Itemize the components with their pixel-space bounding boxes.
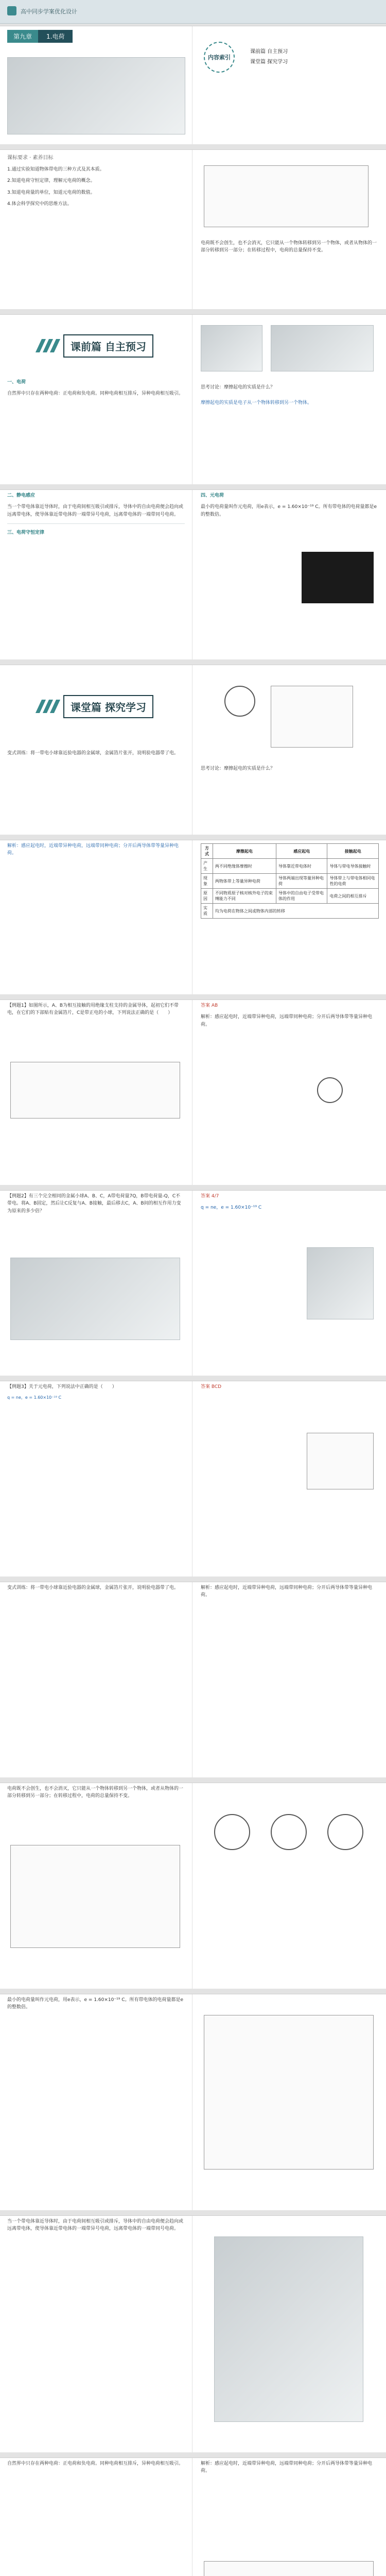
goal-2: 2.知道电荷守恒定律，理解元电荷的概念。 xyxy=(7,178,95,184)
th-contact: 接触起电 xyxy=(327,844,379,859)
sphere-figure xyxy=(224,686,255,717)
ex3-answer: 答案 BCD xyxy=(201,1384,222,1389)
top-bar xyxy=(0,0,386,24)
goal-4: 4.体会科学探究中的思维方法。 xyxy=(7,201,72,207)
explore-q: 思考讨论：摩擦起电的实质是什么？ xyxy=(201,766,275,771)
slide-example3 xyxy=(0,1381,386,1577)
toc-head: 内容索引 xyxy=(208,54,231,61)
thinking-q: 思考讨论：摩擦起电的实质是什么？ xyxy=(201,385,275,390)
slide-title-left xyxy=(0,26,192,144)
q1-body: 自然界中只存在两种电荷：正电荷和负电荷。同种电荷相互排斥，异种电荷相互吸引。 xyxy=(7,391,184,397)
practice-sphere-c xyxy=(327,1814,363,1850)
practice-text-5: 自然界中只存在两种电荷：正电荷和负电荷。同种电荷相互排斥，异种电荷相互吸引。 xyxy=(7,2461,184,2466)
slide-example2 xyxy=(0,1190,386,1376)
explore-header xyxy=(0,665,192,748)
practice-figure-3 xyxy=(204,2015,374,2170)
ex1-analysis: 解析：感应起电时，近端带异种电荷，远端带同种电荷；分开后两导体带等量异种电荷。 xyxy=(201,1014,373,1027)
table-row: 产生 两不同绝缘体摩擦时 导体靠近带电体时 导体与带电导体接触时 xyxy=(201,859,379,874)
ex3-text: 【例题3】关于元电荷，下列说法中正确的是（ ） xyxy=(7,1384,117,1389)
practice-figure-5 xyxy=(204,2561,374,2576)
q2-body: 当一个带电体靠近导体时，由于电荷间相互吸引或排斥，导体中的自由电荷便会趋向或远离带电体，使导体靠近带电体的一端带异号电荷，远离带电体的一端带同号电荷。 xyxy=(7,504,184,517)
toc-badge xyxy=(204,42,235,73)
slide-preview xyxy=(0,314,386,484)
charging-table xyxy=(201,843,379,919)
ex2-figure xyxy=(10,1258,180,1340)
practice-text-1: 变式训练：将一带电小球靠近验电器的金属球，金属箔片张开，说明验电器带了电。 xyxy=(7,1585,179,1590)
slide-practice-1 xyxy=(0,1582,386,1777)
slide-practice-4 xyxy=(0,2215,386,2452)
th-friction: 摩擦起电 xyxy=(213,844,276,859)
q1-title: 一、电荷 xyxy=(7,380,26,385)
formula: q = ne，e = 1.60×10⁻¹⁹ C xyxy=(201,1205,262,1211)
explore-title: 课堂篇 探究学习 xyxy=(63,695,153,718)
toc-list xyxy=(250,47,288,67)
ex1-text: 【例题1】如图所示，A、B为相互接触的用绝缘支柱支持的金属导体，起初它们不带电，在它们的下部贴有金属箔片，C是带正电的小球，下列说法正确的是（ ） xyxy=(7,1003,179,1016)
brand-name: 高中同步学案优化设计 xyxy=(21,8,77,15)
slide-goals xyxy=(0,149,386,309)
q3-title: 三、电荷守恒定律 xyxy=(7,530,45,536)
apparatus-figure xyxy=(271,686,353,748)
ex3-figure xyxy=(307,1433,374,1489)
preview-header xyxy=(0,315,192,377)
ex2-apparatus xyxy=(307,1247,374,1319)
practice-analysis-1: 解析：感应起电时，近端带异种电荷，远端带同种电荷；分开后两导体带等量异种电荷。 xyxy=(201,1585,373,1598)
th-method: 方式 xyxy=(201,844,213,859)
slide-title xyxy=(0,26,386,144)
ex3-formula: q = ne，e = 1.60×10⁻¹⁹ C xyxy=(7,1395,62,1400)
explore-intro: 变式训练：将一带电小球靠近验电器的金属球，金属箔片张开，说明验电器带了电。 xyxy=(7,751,179,756)
q4-title: 四、元电荷 xyxy=(201,493,224,498)
video-still xyxy=(302,552,374,603)
rubbing-photo xyxy=(201,325,262,371)
experiment-photo xyxy=(271,325,374,371)
practice-analysis-5: 解析：感应起电时，近端带异种电荷，远端带同种电荷；分开后两导体带等量异种电荷。 xyxy=(201,2461,373,2474)
practice-sphere-a xyxy=(214,1814,250,1850)
chapter-tag: 第九章 xyxy=(7,30,38,43)
cover-image xyxy=(7,57,185,134)
slide-table xyxy=(0,840,386,994)
practice-figure-2 xyxy=(10,1845,180,1948)
slide-toc xyxy=(194,26,386,144)
goal-1: 1.通过实验知道物体带电的三种方式及其本质。 xyxy=(7,167,104,172)
table-intro: 解析：感应起电时，近端带异种电荷，远端带同种电荷；分开后两导体带等量异种电荷。 xyxy=(7,843,179,856)
slide-example1 xyxy=(0,999,386,1185)
ex1-answer: 答案 AB xyxy=(201,1003,218,1008)
preview-title: 课前篇 自主预习 xyxy=(63,334,153,358)
thinking-a: 摩擦起电的实质是电子从一个物体转移到另一个物体。 xyxy=(201,400,312,405)
q2-title: 二、静电感应 xyxy=(7,493,36,498)
practice-photo-4 xyxy=(214,2236,363,2422)
slide-practice-5 xyxy=(0,2458,386,2576)
toc-item-explore[interactable]: 课堂篇 探究学习 xyxy=(250,59,288,65)
toc-item-preview[interactable]: 课前篇 自主预习 xyxy=(250,49,288,55)
table-row: 原因 不同物质原子核对核外电子的束缚能力不同 导体中的自由电子受带电体的作用 电荷之间的相互排斥 xyxy=(201,889,379,904)
slide-explore xyxy=(0,665,386,835)
practice-text-3: 最小的电荷量叫作元电荷，用e表示，e = 1.60×10⁻¹⁹ C。所有带电体的电荷量都是e的整数倍。 xyxy=(7,1997,184,2010)
goals-heading: 课标要求 · 素养目标 xyxy=(7,155,54,161)
ex1-ball xyxy=(317,1077,343,1103)
practice-text-4: 当一个带电体靠近导体时，由于电荷间相互吸引或排斥，导体中的自由电荷便会趋向或远离带电体，使导体靠近带电体的一端带异号电荷，远离带电体的一端带同号电荷。 xyxy=(7,2219,184,2232)
slide-practice-3 xyxy=(0,1994,386,2210)
table-row: 现象 两物体带上等量异种电荷 导体两端出现等量异种电荷 导体带上与带电体相同电性的电荷 xyxy=(201,874,379,889)
table-row: 实质 均为电荷在物体之间或物体内部的转移 xyxy=(201,904,379,919)
ex1-figure xyxy=(10,1062,180,1118)
slide-practice-2 xyxy=(0,1783,386,1989)
lesson-title: 1.电荷 xyxy=(38,30,73,43)
slide-induction xyxy=(0,489,386,659)
concept-summary: 电荷既不会创生，也不会消灭，它只能从一个物体转移到另一个物体，或者从物体的一部分转移到另一部分；在转移过程中，电荷的总量保持不变。 xyxy=(201,241,377,253)
practice-text-2: 电荷既不会创生，也不会消灭，它只能从一个物体转移到另一个物体，或者从物体的一部分转移到另一部分；在转移过程中，电荷的总量保持不变。 xyxy=(7,1786,184,1799)
concept-map xyxy=(204,165,369,227)
practice-sphere-b xyxy=(271,1814,307,1850)
q4-body: 最小的电荷量叫作元电荷，用e表示，e = 1.60×10⁻¹⁹ C。所有带电体的电荷量都是e的整数倍。 xyxy=(201,504,377,517)
goal-3: 3.知道电荷量的单位，知道元电荷的数值。 xyxy=(7,190,95,195)
ex2-text: 【例题2】有三个完全相同的金属小球A、B、C，A带电荷量7Q，B带电荷量-Q，C不带电。将A、B固定，然后让C反复与A、B接触，最后移去C，A、B间的相互作用力变为原来的多少倍？ xyxy=(7,1194,181,1214)
brand-logo-icon xyxy=(7,6,16,15)
ex2-answer: 答案 4/7 xyxy=(201,1194,219,1199)
th-induction: 感应起电 xyxy=(276,844,327,859)
